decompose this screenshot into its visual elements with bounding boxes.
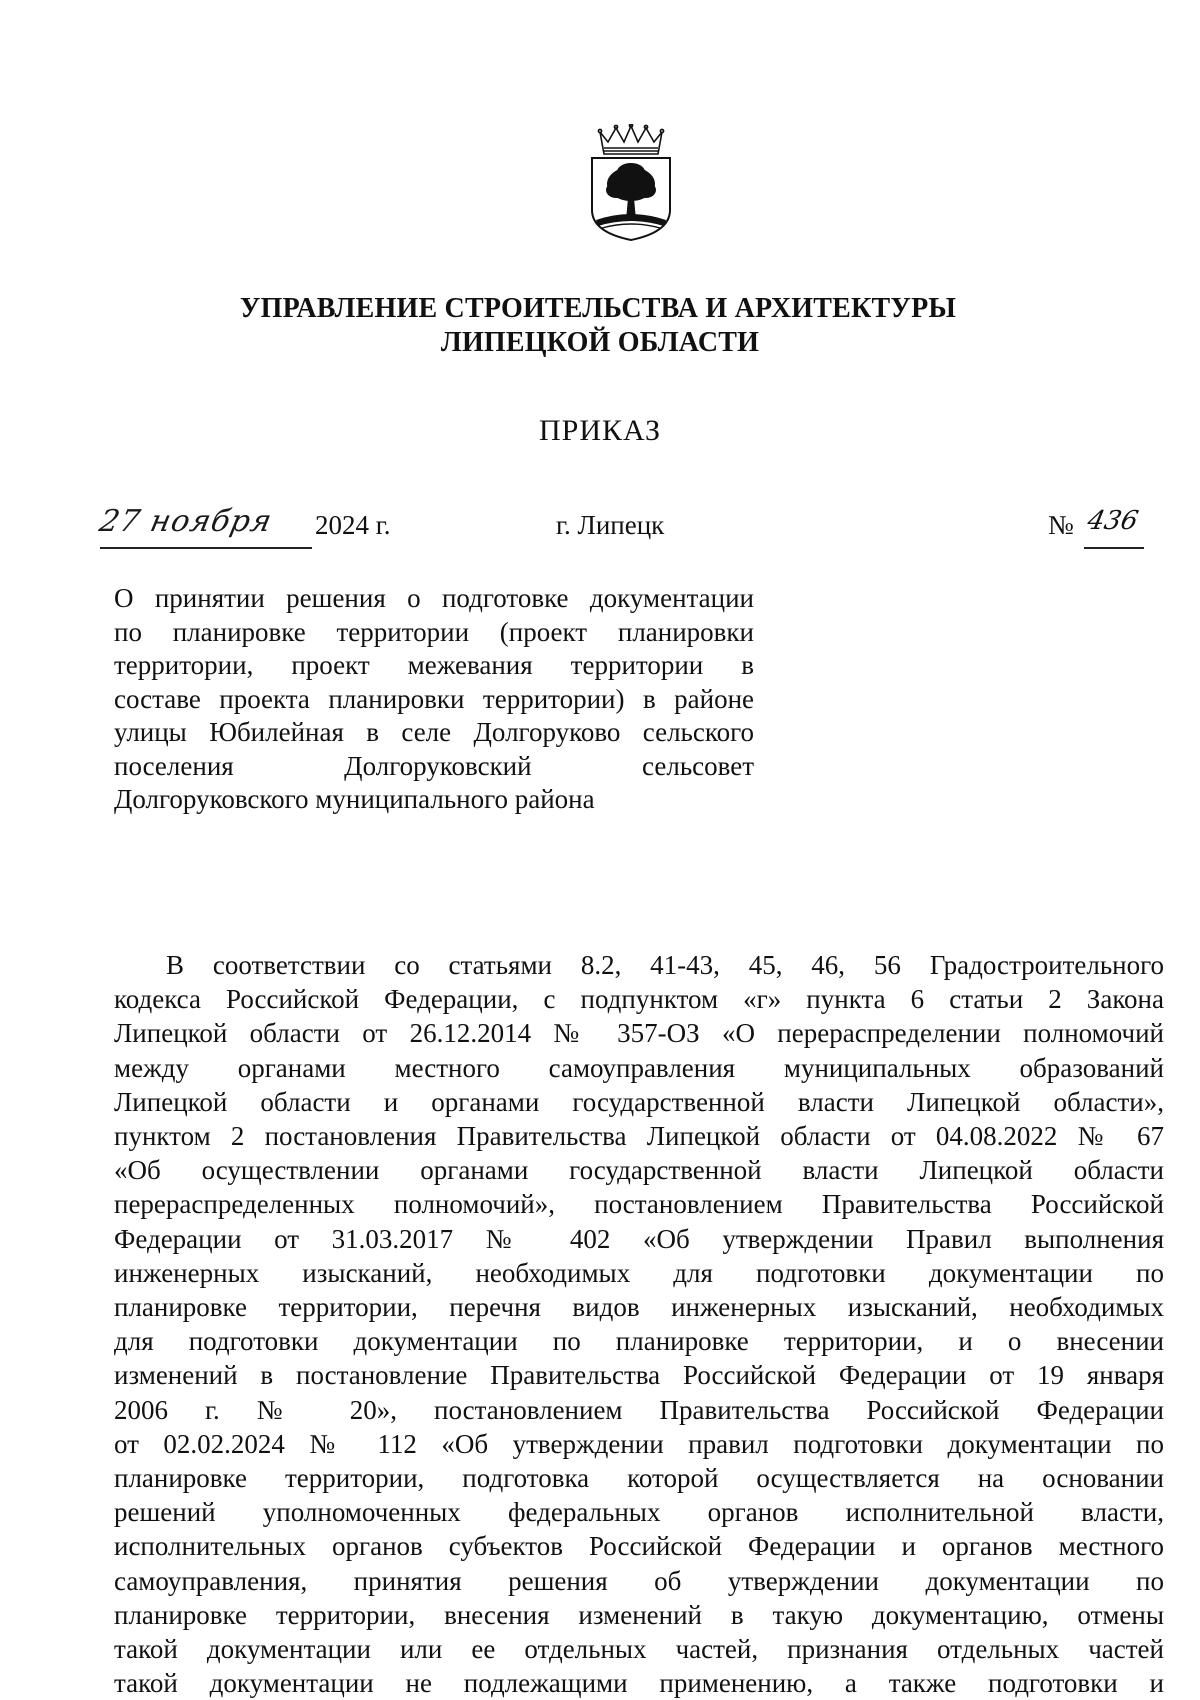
body-line: от 02.02.2024 № 112 «Об утверждении правил подготовки документации по	[114, 1428, 1164, 1459]
organization-name-line-2: ЛИПЕЦКОЙ ОБЛАСТИ	[440, 327, 760, 358]
document-body	[114, 948, 1164, 1700]
organization-name-line-1: УПРАВЛЕНИЕ СТРОИТЕЛЬСТВА И АРХИТЕКТУРЫ	[239, 293, 957, 324]
document-number	[1048, 506, 1148, 550]
body-line: инженерных изысканий, необходимых для подготовки документации по	[114, 1257, 1164, 1288]
body-line: исполнительных органов субъектов Российской Федерации и органов местного	[114, 1531, 1164, 1562]
subject-line: О принятии решения о подготовке документации	[114, 583, 754, 613]
handwritten-number: 436	[1084, 506, 1141, 536]
body-line: пунктом 2 постановления Правительства Липецкой области от 04.08.2022 № 67	[114, 1121, 1164, 1152]
date-year: 2024 г.	[315, 510, 391, 540]
document-type-title: ПРИКАЗ	[539, 414, 661, 447]
handwritten-date: 27 ноября	[96, 504, 276, 539]
subject-line: Долгоруковского муниципального района	[114, 784, 595, 814]
document-subject	[114, 582, 754, 817]
body-line: решений уполномоченных федеральных органов исполнительной власти,	[114, 1497, 1164, 1528]
body-line: между органами местного самоуправления муниципальных образований	[114, 1052, 1164, 1083]
lipetsk-coat-of-arms-icon	[586, 124, 676, 242]
subject-line: территории, проект межевания территории в	[114, 650, 754, 680]
number-sign: №	[1048, 510, 1074, 540]
subject-line: улицы Юбилейная в селе Долгоруково сельского	[114, 717, 754, 747]
body-line: изменений в постановление Правительства Российской Федерации от 19 января	[114, 1360, 1164, 1391]
body-line: Федерации от 31.03.2017 № 402 «Об утверждении Правил выполнения	[114, 1223, 1164, 1254]
body-line: планировке территории, подготовка которой осуществляется на основании	[114, 1463, 1164, 1494]
body-line: планировке территории, перечня видов инженерных изысканий, необходимых	[114, 1292, 1164, 1323]
document-date	[96, 504, 400, 550]
body-line: такой документации или ее отдельных частей, признания отдельных частей	[114, 1634, 1164, 1665]
subject-line: по планировке территории (проект планировки	[114, 616, 754, 647]
body-line: для подготовки документации по планировке территории, и о внесении	[114, 1326, 1164, 1357]
body-line: самоуправления, принятия решения об утверждении документации по	[114, 1565, 1164, 1596]
body-line: 2006 г. № 20», постановлением Правительства Российской Федерации	[114, 1394, 1164, 1425]
body-line: «Об осуществлении органами государственной власти Липецкой области	[114, 1155, 1164, 1186]
date-underline	[100, 547, 312, 549]
subject-line: поселения Долгоруковский сельсовет	[114, 750, 754, 781]
body-line: планировке территории, внесения изменений в такую документацию, отмены	[114, 1599, 1164, 1630]
body-line: кодекса Российской Федерации, с подпунктом «г» пункта 6 статьи 2 Закона	[114, 984, 1164, 1015]
body-line: перераспределенных полномочий», постановлением Правительства Российской	[114, 1189, 1164, 1220]
document-city: г. Липецк	[556, 510, 665, 540]
subject-line: составе проекта планировки территории) в районе	[114, 683, 754, 714]
body-line: такой документации не подлежащими применению, а также подготовки и	[114, 1668, 1164, 1699]
body-line: Липецкой области от 26.12.2014 № 357-ОЗ «О перераспределении полномочий	[114, 1018, 1164, 1049]
body-line: Липецкой области и органами государственной власти Липецкой области»,	[114, 1086, 1164, 1117]
body-line: В соответствии со статьями 8.2, 41-43, 45, 46, 56 Градостроительного	[166, 950, 1164, 980]
number-underline	[1084, 547, 1144, 549]
